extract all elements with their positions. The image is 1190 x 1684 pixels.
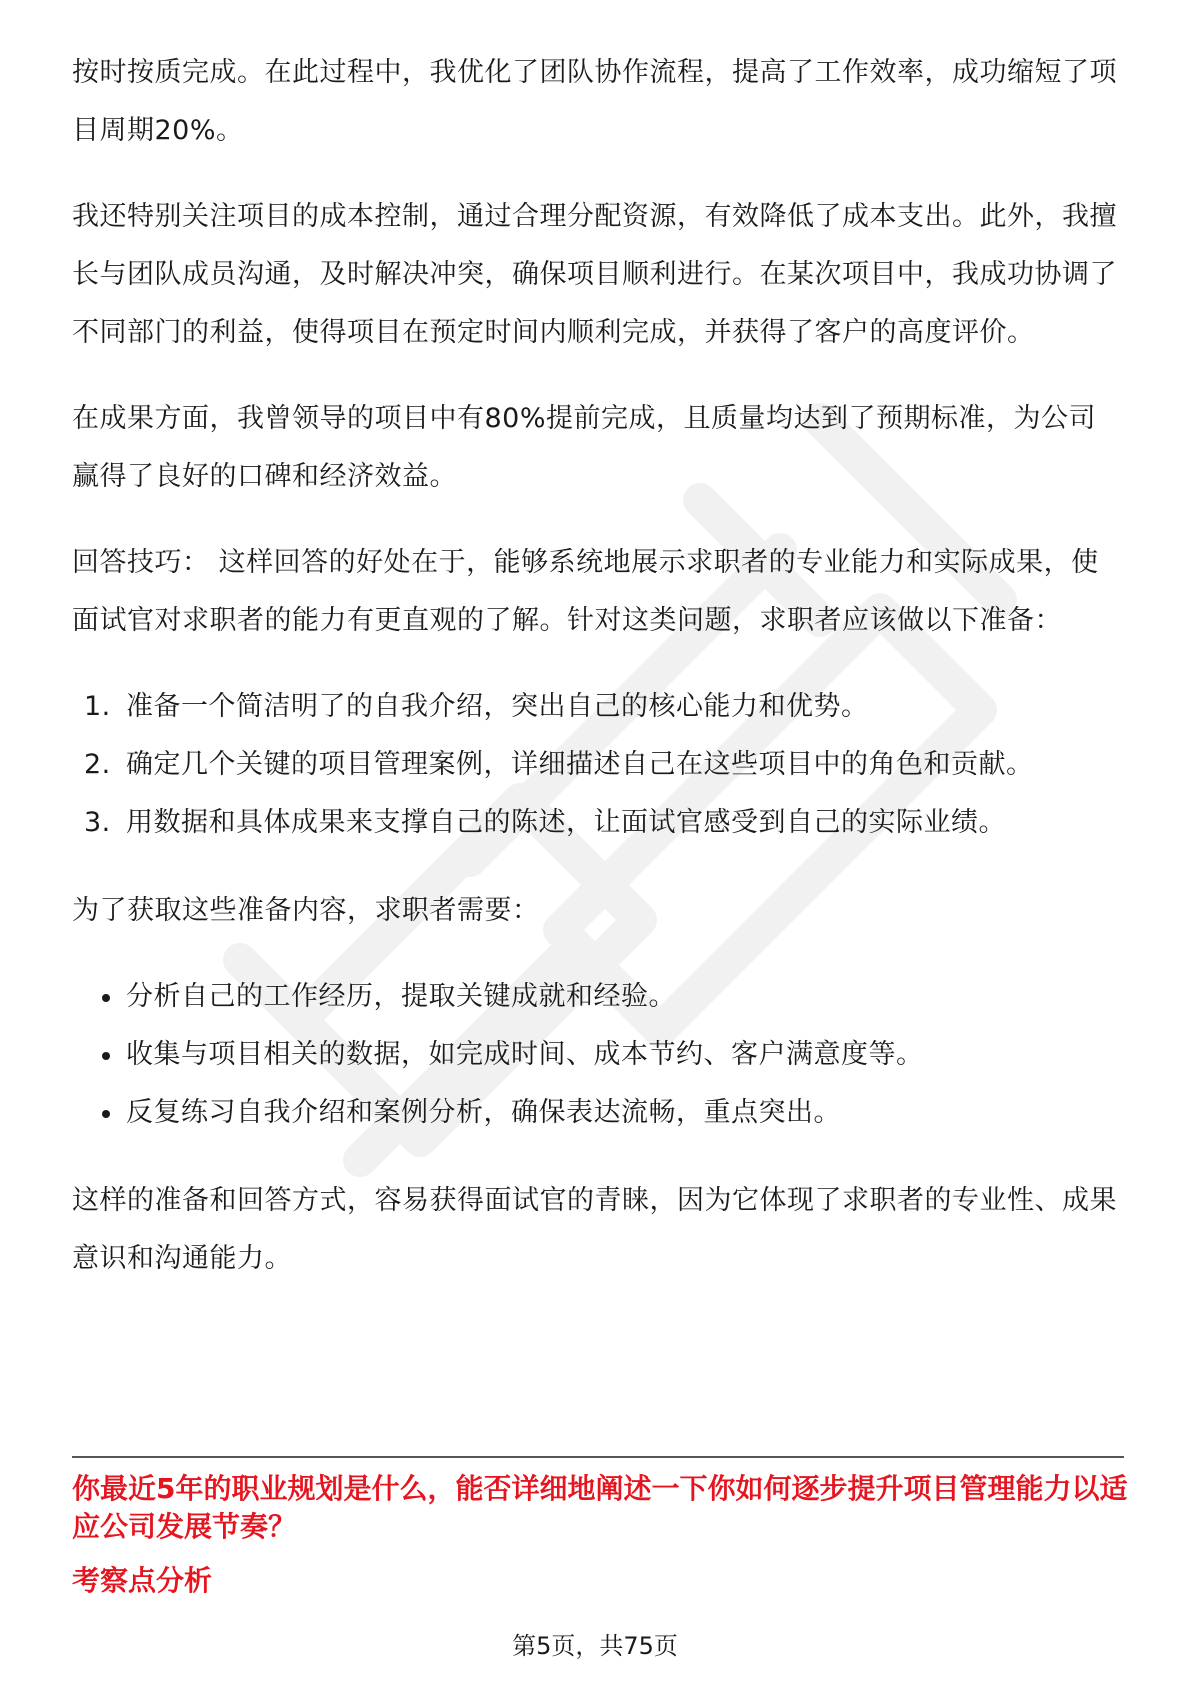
document-body: [72, 44, 1122, 1316]
bullet-icon: [102, 994, 110, 1002]
list-item-text: 准备一个简洁明了的自我介绍，突出自己的核心能力和优势。: [126, 691, 869, 722]
list-item-text: 反复练习自我介绍和案例分析，确保表达流畅，重点突出。: [126, 1097, 841, 1128]
bullet-icon: [102, 1110, 110, 1118]
paragraph-prep-intro: 为了获取这些准备内容，求职者需要：: [72, 895, 540, 926]
list-item: [72, 1026, 1122, 1084]
section-divider: [72, 1456, 1124, 1458]
list-number: 2.: [84, 749, 111, 780]
paragraph-answer-tips: 回答技巧： 这样回答的好处在于，能够系统地展示求职者的专业能力和实际成果，使面试官对求职者的能力有更直观的了解。针对这类问题，求职者应该做以下准备：: [72, 547, 1099, 636]
list-item-text: 收集与项目相关的数据，如完成时间、成本节约、客户满意度等。: [126, 1039, 924, 1070]
list-number: 1.: [84, 691, 111, 722]
analysis-section-heading: 考察点分析: [72, 1564, 213, 1597]
page-footer: 第5页，共75页: [512, 1632, 678, 1660]
list-item: [72, 1084, 1122, 1142]
paragraph-project-efficiency: 按时按质完成。在此过程中，我优化了团队协作流程，提高了工作效率，成功缩短了项目周期20%。: [72, 57, 1117, 146]
numbered-prep-list: [72, 678, 1122, 852]
bullet-icon: [102, 1052, 110, 1060]
list-item: [72, 968, 1122, 1026]
list-item: [72, 736, 1122, 794]
paragraph-cost-control: 我还特别关注项目的成本控制，通过合理分配资源，有效降低了成本支出。此外，我擅长与团队成员沟通，及时解决冲突，确保项目顺利进行。在某次项目中，我成功协调了不同部门的利益，使得项目在预定时间内顺利完成，并获得了客户的高度评价。: [72, 201, 1117, 348]
bullet-prep-list: [72, 968, 1122, 1142]
list-item-text: 用数据和具体成果来支撑自己的陈述，让面试官感受到自己的实际业绩。: [126, 807, 1006, 838]
list-item-text: 分析自己的工作经历，提取关键成就和经验。: [126, 981, 676, 1012]
list-item: [72, 794, 1122, 852]
list-number: 3.: [84, 807, 111, 838]
paragraph-closing: 这样的准备和回答方式，容易获得面试官的青睐，因为它体现了求职者的专业性、成果意识和沟通能力。: [72, 1185, 1117, 1274]
paragraph-results: 在成果方面，我曾领导的项目中有80%提前完成，且质量均达到了预期标准，为公司赢得了良好的口碑和经济效益。: [72, 403, 1097, 492]
list-item-text: 确定几个关键的项目管理案例，详细描述自己在这些项目中的角色和贡献。: [126, 749, 1034, 780]
list-item: [72, 678, 1122, 736]
next-question-heading: 你最近5年的职业规划是什么，能否详细地阐述一下你如何逐步提升项目管理能力以适应公司发展节奏？: [72, 1472, 1128, 1543]
